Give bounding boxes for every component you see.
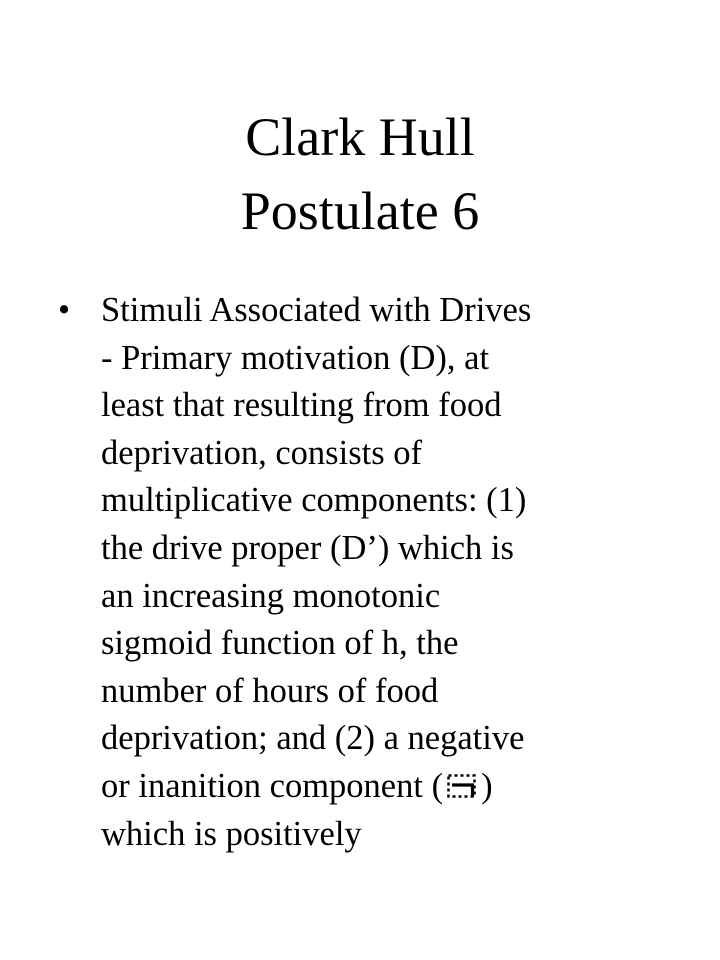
bullet-line: which is positively <box>101 814 362 853</box>
bullet-line: deprivation; and (2) a negative <box>101 719 525 758</box>
bullet-line: deprivation, consists of <box>101 433 422 472</box>
bullet-item <box>58 287 658 858</box>
slide-title <box>0 100 720 248</box>
bullet-line: least that resulting from food <box>101 386 502 425</box>
title-line-1: Clark Hull <box>245 107 475 167</box>
bullet-text <box>101 287 658 858</box>
bullet-line: sigmoid function of h, the <box>101 624 459 663</box>
inanition-symbol-icon <box>444 771 480 801</box>
bullet-line: multiplicative components: (1) <box>101 481 527 520</box>
bullet-line: an increasing monotonic <box>101 576 441 615</box>
bullet-line-segment: ) <box>481 766 493 805</box>
bullet-line-segment: or inanition component ( <box>101 766 444 805</box>
bullet-line: the drive proper (D’) which is <box>101 528 514 567</box>
bullet-line: - Primary motivation (D), at <box>101 338 490 377</box>
title-line-2: Postulate 6 <box>240 181 480 241</box>
bullet-marker: • <box>58 291 71 329</box>
bullet-line: Stimuli Associated with Drives <box>101 291 532 329</box>
bullet-line: number of hours of food <box>101 671 439 710</box>
bullet-line-with-symbol <box>101 763 658 811</box>
